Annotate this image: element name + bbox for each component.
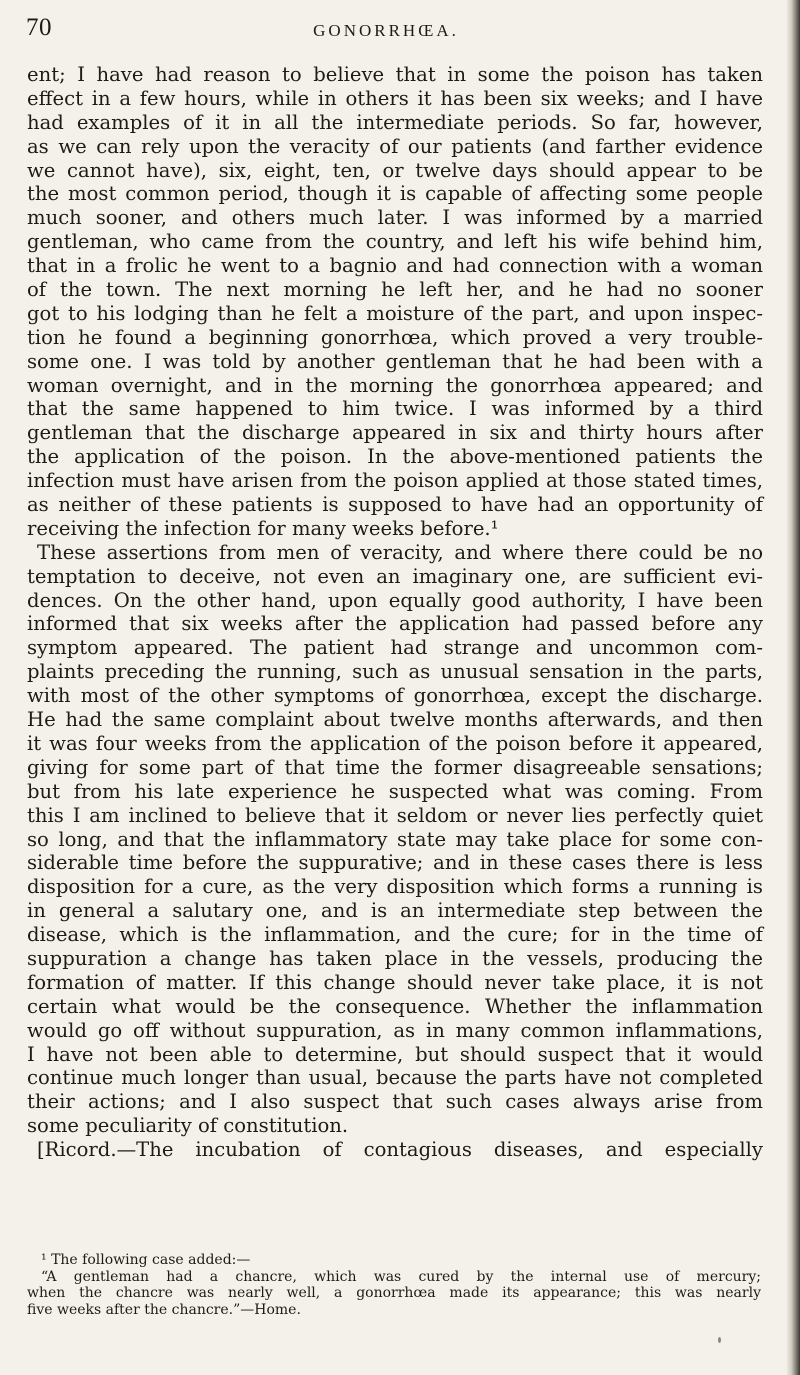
text-line: ent; I have had reason to believe that in some the poison has taken: [27, 63, 763, 86]
text-line: gentleman, who came from the country, and left his wife behind him,: [27, 230, 763, 254]
text-line: tion he found a beginning gonorrhœa, which proved a very trouble-: [27, 325, 763, 349]
text-line: some one. I was told by another gentleman that he had been with a: [27, 349, 763, 373]
text-line: These assertions from men of veracity, and where there could be no: [37, 540, 763, 564]
text-line: gentleman that the discharge appeared in six and thirty hours after: [27, 421, 763, 445]
text-line: woman overnight, and in the morning the gonorrhœa appeared; and: [27, 373, 763, 397]
text-line: with most of the other symptoms of gonorrhœa, except the discharge.: [27, 684, 763, 708]
footnote-line: when the chancre was nearly well, a gonorrhœa made its appearance; this was nearly: [27, 1285, 761, 1301]
running-title: GONORRHŒA.: [313, 21, 459, 40]
text-line: receiving the infection for many weeks before.¹: [27, 516, 499, 540]
text-line: disease, which is the inflammation, and the cure; for in the time of: [27, 923, 763, 947]
text-line: symptom appeared. The patient had strange and uncommon com-: [27, 636, 763, 660]
text-line: disposition for a cure, as the very disposition which forms a running is: [27, 875, 763, 899]
text-line: as neither of these patients is supposed to have had an opportunity of: [27, 493, 763, 517]
text-line: had examples of it in all the intermediate periods. So far, however,: [27, 110, 763, 134]
text-line: this I am inclined to believe that it seldom or never lies perfectly quiet: [27, 803, 763, 827]
text-line: dences. On the other hand, upon equally good authority, I have been: [27, 588, 763, 612]
text-line: [Ricord.—The incubation of contagious diseases, and especially: [37, 1138, 763, 1162]
text-line: plaints preceding the running, such as unusual sensation in the parts,: [27, 660, 763, 684]
text-line: suppuration a change has taken place in the vessels, producing the: [27, 946, 763, 970]
text-line: informed that six weeks after the application had passed before any: [27, 612, 763, 636]
text-line: so long, and that the inflammatory state may take place for some con-: [27, 827, 763, 851]
text-line: the application of the poison. In the above-mentioned patients the: [27, 445, 763, 469]
text-line: effect in a few hours, while in others it has been six weeks; and I have: [27, 86, 763, 110]
text-line: formation of matter. If this change should never take place, it is not: [27, 970, 763, 994]
text-line: would go off without suppuration, as in many common inflammations,: [27, 1018, 763, 1042]
text-line: certain what would be the consequence. Whether the inflammation: [27, 994, 763, 1018]
text-line: temptation to deceive, not even an imaginary one, are sufficient evi-: [27, 564, 763, 588]
footnote-line: five weeks after the chancre.”—Home.: [27, 1301, 301, 1318]
footnote-line: “A gentleman had a chancre, which was cured by the internal use of mercury;: [41, 1268, 761, 1285]
text-line: giving for some part of that time the former disagreeable sensations;: [27, 755, 763, 779]
text-line: continue much longer than usual, because the parts have not completed: [27, 1066, 763, 1090]
text-line: siderable time before the suppurative; and in these cases there is less: [27, 851, 763, 875]
text-line: we cannot have), six, eight, ten, or twelve days should appear to be: [27, 158, 763, 182]
body-text: [27, 63, 763, 1162]
text-line: got to his lodging than he felt a moisture of the part, and upon inspec-: [27, 301, 763, 325]
text-line: He had the same complaint about twelve months afterwards, and then: [27, 708, 763, 732]
text-line: the most common period, though it is capable of affecting some people: [27, 182, 763, 206]
text-line: but from his late experience he suspected what was coming. From: [27, 779, 763, 803]
footnote-line: ¹ The following case added:—: [41, 1252, 251, 1268]
page-edge-shadow: [786, 0, 800, 1375]
text-line: in general a salutary one, and is an intermediate step between the: [27, 899, 763, 923]
ink-speck: [718, 1337, 721, 1343]
text-line: infection must have arisen from the poison applied at those stated times,: [27, 469, 763, 493]
text-line: some peculiarity of constitution.: [27, 1114, 349, 1138]
text-line: that in a frolic he went to a bagnio and had connection with a woman: [27, 254, 763, 278]
footnotes: [27, 1252, 761, 1318]
text-line: their actions; and I also suspect that such cases always arise from: [27, 1090, 763, 1114]
text-line: much sooner, and others much later. I was informed by a married: [27, 206, 763, 230]
text-line: I have not been able to determine, but should suspect that it would: [27, 1042, 763, 1066]
text-line: as we can rely upon the veracity of our patients (and farther evidence: [27, 134, 763, 158]
page-number: 70: [26, 14, 52, 41]
text-line: of the town. The next morning he left her, and he had no sooner: [27, 278, 763, 302]
page-header: [26, 14, 746, 54]
text-line: that the same happened to him twice. I was informed by a third: [27, 397, 763, 421]
text-line: it was four weeks from the application of the poison before it appeared,: [27, 731, 763, 755]
